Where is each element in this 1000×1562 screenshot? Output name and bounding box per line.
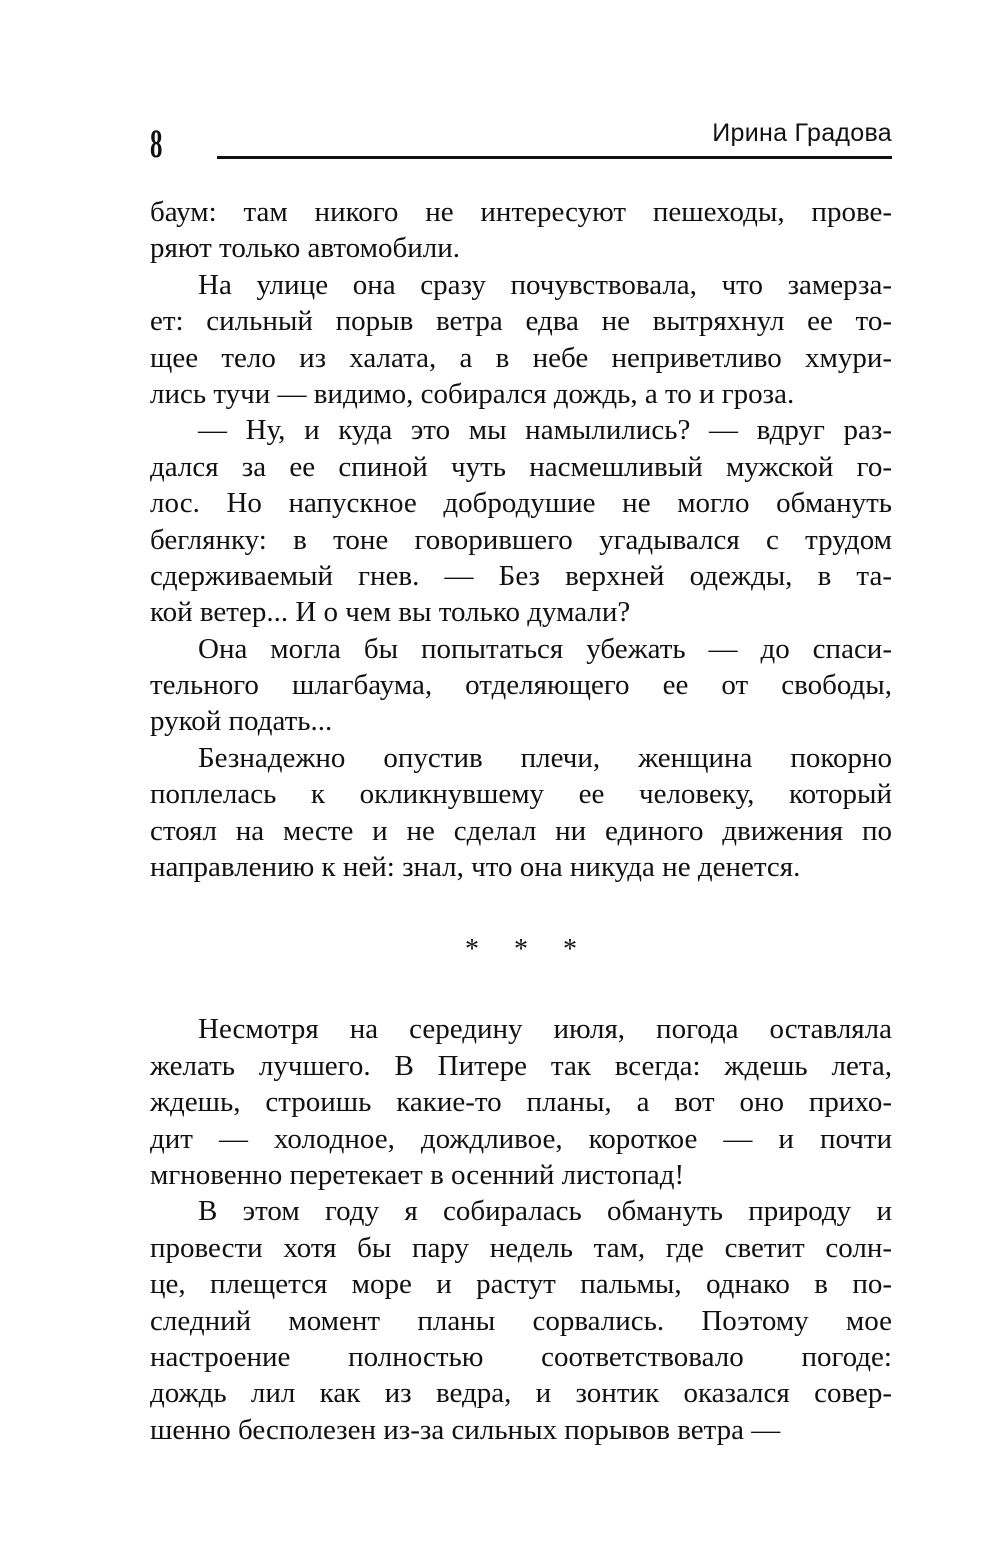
text-line: це, плещется море и растут пальмы, однако в по- <box>150 1268 892 1301</box>
text-line: баум: там никого не интересуют пешеходы, прове- <box>150 196 892 228</box>
text-line: дался за ее спиной чуть насмешливый мужской го- <box>150 450 892 483</box>
text-line: рукой подать... <box>150 705 333 738</box>
paragraph <box>150 1011 892 1193</box>
text-line: щее тело из халата, а в небе неприветливо хмури- <box>150 341 892 374</box>
running-head-author: Ирина Градова <box>712 119 892 147</box>
text-line: ет: сильный порыв ветра едва не вытряхнул ее то- <box>150 305 892 338</box>
text-line: беглянку: в тоне говорившего угадывался с трудом <box>150 523 892 556</box>
text-line: лись тучи — видимо, собирался дождь, а то и гроза. <box>150 377 795 410</box>
paragraph <box>150 267 892 413</box>
text-line: желать лучшего. В Питере так всегда: ждешь лета, <box>150 1049 892 1082</box>
header-rule <box>217 156 892 159</box>
text-line: Несмотря на середину июля, погода оставляла <box>198 1013 892 1046</box>
text-line: провести хотя бы пару недель там, где светит солн- <box>150 1231 892 1264</box>
body-text <box>150 194 892 1448</box>
text-line: ждешь, строишь какие-то планы, а вот оно прихо- <box>150 1086 892 1119</box>
text-line: Безнадежно опустив плечи, женщина покорно <box>198 741 892 774</box>
paragraph <box>150 1193 892 1448</box>
text-line: лос. Но напускное добродушие не могло обмануть <box>150 487 892 520</box>
text-line: тельного шлагбаума, отделяющего ее от свободы, <box>150 669 892 702</box>
paragraph <box>150 412 892 630</box>
text-line: направлению к ней: знал, что она никуда не денется. <box>150 851 801 884</box>
paragraph <box>150 194 892 267</box>
text-line: В этом году я собиралась обмануть природу и <box>198 1195 892 1228</box>
text-line: настроение полностью соответствовало погоде: <box>150 1340 892 1373</box>
text-line: следний момент планы сорвались. Поэтому мое <box>150 1304 892 1337</box>
text-line: — Ну, и куда это мы намылились? — вдруг раз- <box>198 414 892 447</box>
section-after-break <box>150 1011 892 1448</box>
text-line: кой ветер... И о чем вы только думали? <box>150 596 631 629</box>
text-line: На улице она сразу почувствовала, что замерза- <box>198 268 892 301</box>
text-line: сдерживаемый гнев. — Без верхней одежды, в та- <box>150 559 892 592</box>
page-header <box>150 112 892 166</box>
text-line: Она могла бы попытаться убежать — до спаси- <box>198 632 892 665</box>
text-line: шенно бесполезен из-за сильных порывов ветра — <box>150 1413 781 1446</box>
text-line: дит — холодное, дождливое, короткое — и почти <box>150 1122 892 1155</box>
text-line: поплелась к окликнувшему ее человеку, который <box>150 778 892 811</box>
text-line: дождь лил как из ведра, и зонтик оказался совер- <box>150 1377 892 1410</box>
paragraph <box>150 740 892 886</box>
text-line: мгновенно перетекает в осенний листопад! <box>150 1158 685 1191</box>
page-number: 8 <box>150 121 163 166</box>
paragraph <box>150 631 892 740</box>
text-line: ряют только автомобили. <box>150 232 460 265</box>
text-line: стоял на месте и не сделал ни единого движения по <box>150 814 892 847</box>
section-before-break <box>150 194 892 885</box>
section-separator: * * * <box>465 934 591 966</box>
